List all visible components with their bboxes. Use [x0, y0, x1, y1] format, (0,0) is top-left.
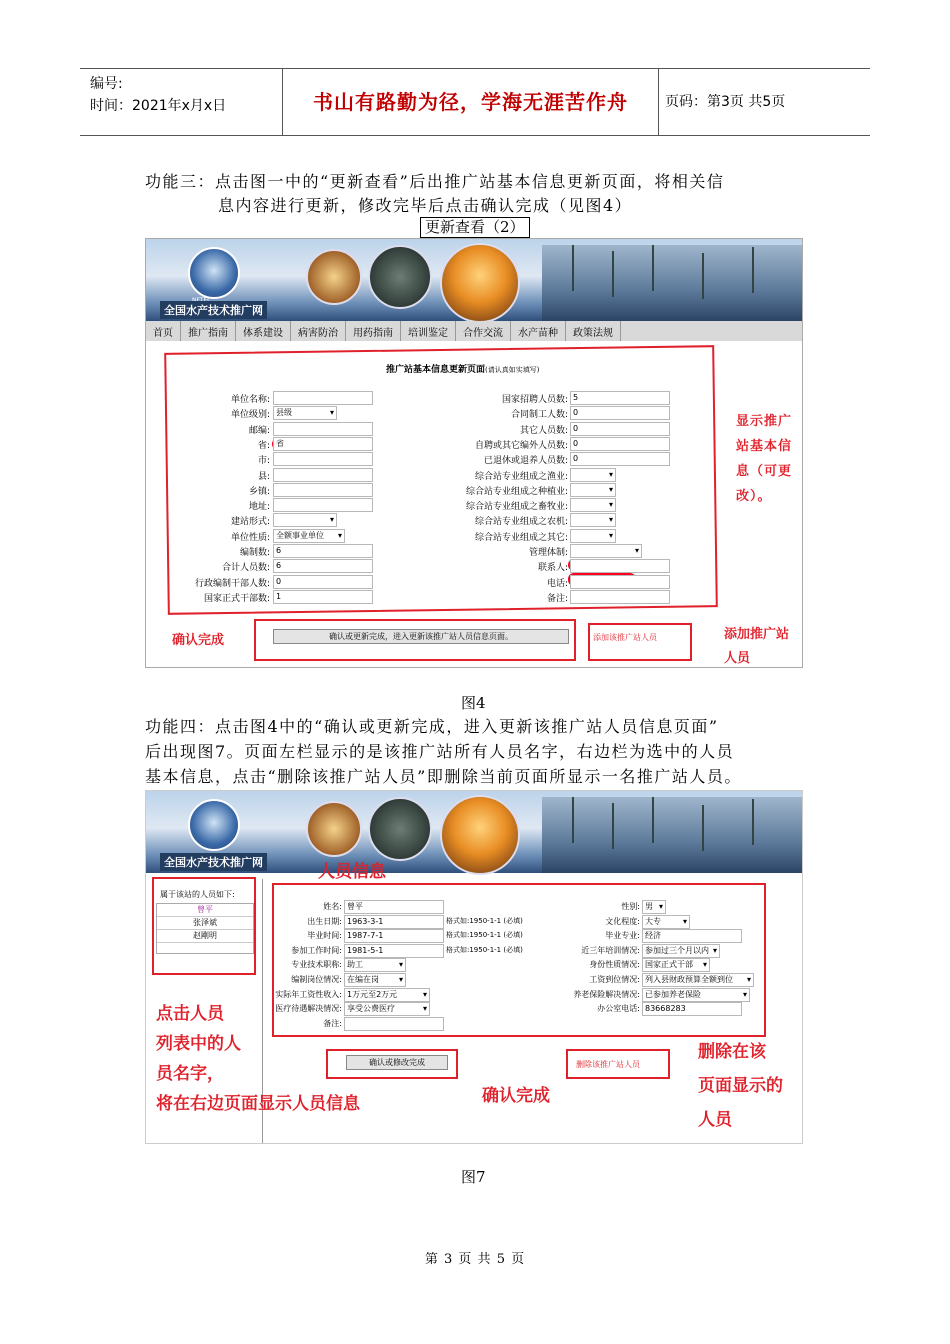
staff-list-item[interactable]: 赵剛明 — [157, 930, 253, 943]
confirm-modify-button[interactable]: 确认或修改完成 — [346, 1055, 448, 1070]
field-label: 单位名称: — [230, 395, 270, 405]
field-select[interactable]: 参加过三个月以内 ▾ — [642, 944, 720, 958]
field-input[interactable] — [570, 559, 670, 573]
field-input[interactable] — [273, 422, 373, 436]
photo-harbor-2 — [542, 797, 802, 873]
field-label: 工资到位情况: — [589, 975, 640, 984]
nav-training[interactable]: 培训鉴定 — [401, 321, 456, 341]
field-select[interactable]: 县级 ▾ — [273, 406, 337, 420]
section4-line2: 后出现图7。页面左栏显示的是该推广站所有人员名字，右边栏为选中的人员 — [145, 742, 735, 761]
screenshot-figure7 — [145, 790, 803, 1144]
field-input[interactable]: 6 — [273, 544, 373, 558]
field-select[interactable]: 全额事业单位 ▾ — [273, 529, 345, 543]
annotation-list-box — [152, 877, 256, 975]
field-select[interactable]: 助工 ▾ — [344, 958, 406, 972]
field-label: 医疗待遇解决情况: — [275, 1004, 342, 1014]
field-input[interactable]: 0 — [570, 422, 670, 436]
motto: 书山有路勤为径，学海无涯苦作舟 — [283, 69, 659, 135]
field-label: 管理体制: — [528, 548, 568, 558]
field-input[interactable] — [344, 1017, 444, 1031]
field-select[interactable]: 已参加养老保险 ▾ — [642, 988, 750, 1002]
field-label: 办公室电话: — [597, 1004, 640, 1014]
screenshot-figure4 — [145, 238, 803, 668]
field-select[interactable]: 男 ▾ — [642, 900, 666, 914]
nav-system[interactable]: 体系建设 — [236, 321, 291, 341]
field-label: 市: — [257, 456, 270, 467]
nav-guide[interactable]: 推广指南 — [181, 321, 236, 341]
field-label: 备注: — [546, 593, 568, 604]
figure7-caption: 图7 — [461, 1168, 486, 1186]
field-label: 专业技术职称: — [291, 960, 342, 970]
field-input[interactable]: 5 — [570, 391, 670, 405]
field-input[interactable]: 0 — [570, 406, 670, 420]
field-label: 毕业时间: — [307, 931, 342, 941]
field-select[interactable] — [570, 468, 616, 482]
field-input[interactable]: 1963-3-1 — [344, 915, 444, 929]
field-label: 单位级别: — [230, 410, 270, 421]
field-hint: 格式如:1950-1-1 (必填) — [446, 916, 523, 925]
photo-sunset — [306, 249, 362, 305]
field-input[interactable]: 83668283 — [642, 1002, 742, 1016]
field-input[interactable] — [273, 468, 373, 482]
nav-disease[interactable]: 病害防治 — [291, 321, 346, 341]
field-input[interactable]: 1981-5-1 — [344, 944, 444, 958]
field-label: 单位性质: — [230, 532, 270, 543]
annotation-add-staff: 添加推广站人员 — [724, 627, 790, 666]
field-label: 姓名: — [323, 902, 342, 911]
logo-icon-2 — [188, 799, 240, 851]
field-label: 自聘或其它编外人员数: — [474, 440, 568, 451]
field-input[interactable] — [273, 452, 373, 466]
field-select[interactable] — [570, 513, 616, 527]
field-input[interactable]: 1987-7-1 — [344, 929, 444, 943]
photo-boat-2 — [440, 795, 520, 875]
staff-list-item[interactable]: 曾平 — [157, 904, 253, 917]
field-label: 编制岗位情况: — [291, 975, 342, 984]
field-label: 国家正式干部数: — [203, 593, 270, 604]
site-banner-2 — [146, 791, 802, 873]
field-label: 毕业专业: — [605, 931, 640, 941]
field-label: 乡镇: — [248, 486, 270, 497]
nav-policy[interactable]: 政策法规 — [566, 321, 621, 341]
field-select[interactable]: 1万元至2万元 ▾ — [344, 988, 430, 1002]
field-input[interactable]: 0 — [570, 437, 670, 451]
number-label: 编号: — [90, 76, 123, 92]
field-label: 电话: — [546, 578, 568, 589]
field-label: 合计人员数: — [221, 563, 270, 574]
field-input[interactable] — [273, 391, 373, 405]
field-label: 出生日期: — [307, 916, 342, 926]
field-hint: 格式如:1950-1-1 (必填) — [446, 931, 523, 940]
photo-fisherman — [368, 245, 432, 309]
field-select[interactable] — [570, 544, 642, 558]
site-banner — [146, 239, 802, 321]
form-title: 推广站基本信息更新页面(请认真如实填写) — [386, 365, 540, 375]
annotation-click-instructions: 点击人员 列表中的人 员名字， 将在右边页面显示人员信息 — [156, 1004, 360, 1114]
section3-line2: 息内容进行更新，修改完毕后点击确认完成（见图4） — [218, 196, 633, 215]
field-label: 行政编制干部人数: — [194, 578, 270, 589]
field-select[interactable] — [570, 529, 616, 543]
field-label: 已退休或退养人员数: — [483, 456, 568, 467]
field-label: 备注: — [323, 1018, 342, 1028]
page-footer: 第 3 页 共 5 页 — [424, 1252, 526, 1267]
section4-line3: 基本信息，点击“删除该推广站人员”即删除当前页面所显示一名推广站人员。 — [145, 767, 742, 786]
field-select[interactable] — [273, 513, 337, 527]
field-input[interactable]: 1 — [273, 590, 373, 604]
annotation-delete-staff: 删除在该 页面显示的 人员 — [698, 1042, 783, 1130]
field-input[interactable] — [570, 575, 670, 589]
section4-line1: 功能四：点击图4中的“确认或更新完成，进入更新该推广站人员信息页面” — [145, 717, 719, 736]
field-select[interactable] — [570, 483, 616, 497]
field-label: 实际年工资性收入: — [275, 989, 342, 999]
field-label: 综合站专业组成之畜牧业: — [465, 502, 568, 513]
field-input[interactable]: 0 — [273, 575, 373, 589]
time-label: 时间：2021年x月x日 — [90, 98, 227, 114]
add-staff-button[interactable]: 添加该推广站人员 — [593, 633, 657, 642]
photo-fisherman-2 — [368, 797, 432, 861]
field-label: 合同制工人数: — [510, 410, 568, 421]
photo-sunset-2 — [306, 801, 362, 857]
nav-home[interactable]: 首页 — [146, 321, 181, 341]
site-title-2: 全国水产技术推广网 — [160, 853, 267, 871]
field-select[interactable]: 国家正式干部 ▾ — [642, 958, 710, 972]
field-label: 联系人: — [537, 563, 568, 574]
annotation-show-basic-info: 显示推广站基本信息（可更改）。 — [736, 414, 793, 504]
staff-list-item[interactable]: 张泽斌 — [157, 917, 253, 930]
delete-staff-button[interactable]: 删除该推广站人员 — [576, 1060, 640, 1069]
field-select[interactable]: 大专 ▾ — [642, 915, 690, 929]
staff-list-header: 属于该站的人员如下: — [160, 890, 235, 899]
field-label: 国家招聘人员数: — [501, 395, 568, 405]
field-input[interactable] — [273, 483, 373, 497]
update-view-label: 更新查看（2） — [420, 217, 530, 238]
field-input[interactable]: 省 — [273, 437, 373, 451]
document-header — [80, 68, 870, 136]
field-label: 参加工作时间: — [291, 945, 342, 955]
field-label: 综合站专业组成之农机: — [474, 517, 568, 528]
field-label: 编制数: — [239, 548, 270, 558]
field-hint: 格式如:1950-1-1 (必填) — [446, 945, 523, 954]
main-nav — [146, 321, 802, 341]
logo-icon — [188, 247, 240, 299]
header-meta-cell — [80, 69, 283, 135]
field-select[interactable]: 列入县财政预算全额到位 ▾ — [642, 973, 754, 987]
field-input[interactable]: 6 — [273, 559, 373, 573]
field-label: 综合站专业组成之种植业: — [465, 486, 568, 497]
field-input[interactable]: 曾平 — [344, 900, 444, 914]
field-label: 近三年培训情况: — [581, 945, 640, 955]
field-select[interactable]: 享受公费医疗 ▾ — [344, 1002, 430, 1016]
photo-harbor — [542, 245, 802, 321]
photo-boat — [440, 243, 520, 323]
nav-cooperation[interactable]: 合作交流 — [456, 321, 511, 341]
field-label: 邮编: — [248, 425, 270, 436]
field-label: 综合站专业组成之渔业: — [474, 471, 568, 482]
field-input[interactable] — [570, 590, 670, 604]
field-label: 县: — [257, 471, 270, 482]
field-label: 综合站专业组成之其它: — [474, 532, 568, 543]
field-label: 身份性质情况: — [589, 960, 640, 970]
annotation-confirm-done: 确认完成 — [172, 633, 225, 648]
figure4-caption: 图4 — [461, 694, 486, 712]
field-label: 文化程度: — [605, 916, 640, 926]
annotation-confirm-done-2: 确认完成 — [482, 1086, 550, 1106]
field-input[interactable]: 经济 — [642, 929, 742, 943]
field-label: 其它人员数: — [519, 425, 568, 436]
field-input[interactable]: 0 — [570, 452, 670, 466]
field-input[interactable] — [273, 498, 373, 512]
field-label: 建站形式: — [230, 517, 270, 528]
section3-line1: 功能三：点击图一中的“更新查看”后出推广站基本信息更新页面，将相关信 — [145, 172, 725, 191]
confirm-update-button[interactable]: 确认或更新完成，进入更新该推广站人员信息页面。 — [273, 629, 569, 644]
site-title: 全国水产技术推广网 — [160, 301, 267, 319]
nav-medicine[interactable]: 用药指南 — [346, 321, 401, 341]
annotation-staff-info: 人员信息 — [318, 862, 386, 882]
field-label: 养老保险解决情况: — [573, 989, 640, 999]
field-select[interactable] — [570, 498, 616, 512]
field-label: 性别: — [621, 902, 640, 911]
nav-seed[interactable]: 水产苗种 — [511, 321, 566, 341]
field-label: 省: — [257, 440, 270, 451]
field-select[interactable]: 在编在岗 ▾ — [344, 973, 406, 987]
field-label: 地址: — [248, 502, 270, 513]
page-code: 页码：第3页 共5页 — [665, 94, 786, 110]
